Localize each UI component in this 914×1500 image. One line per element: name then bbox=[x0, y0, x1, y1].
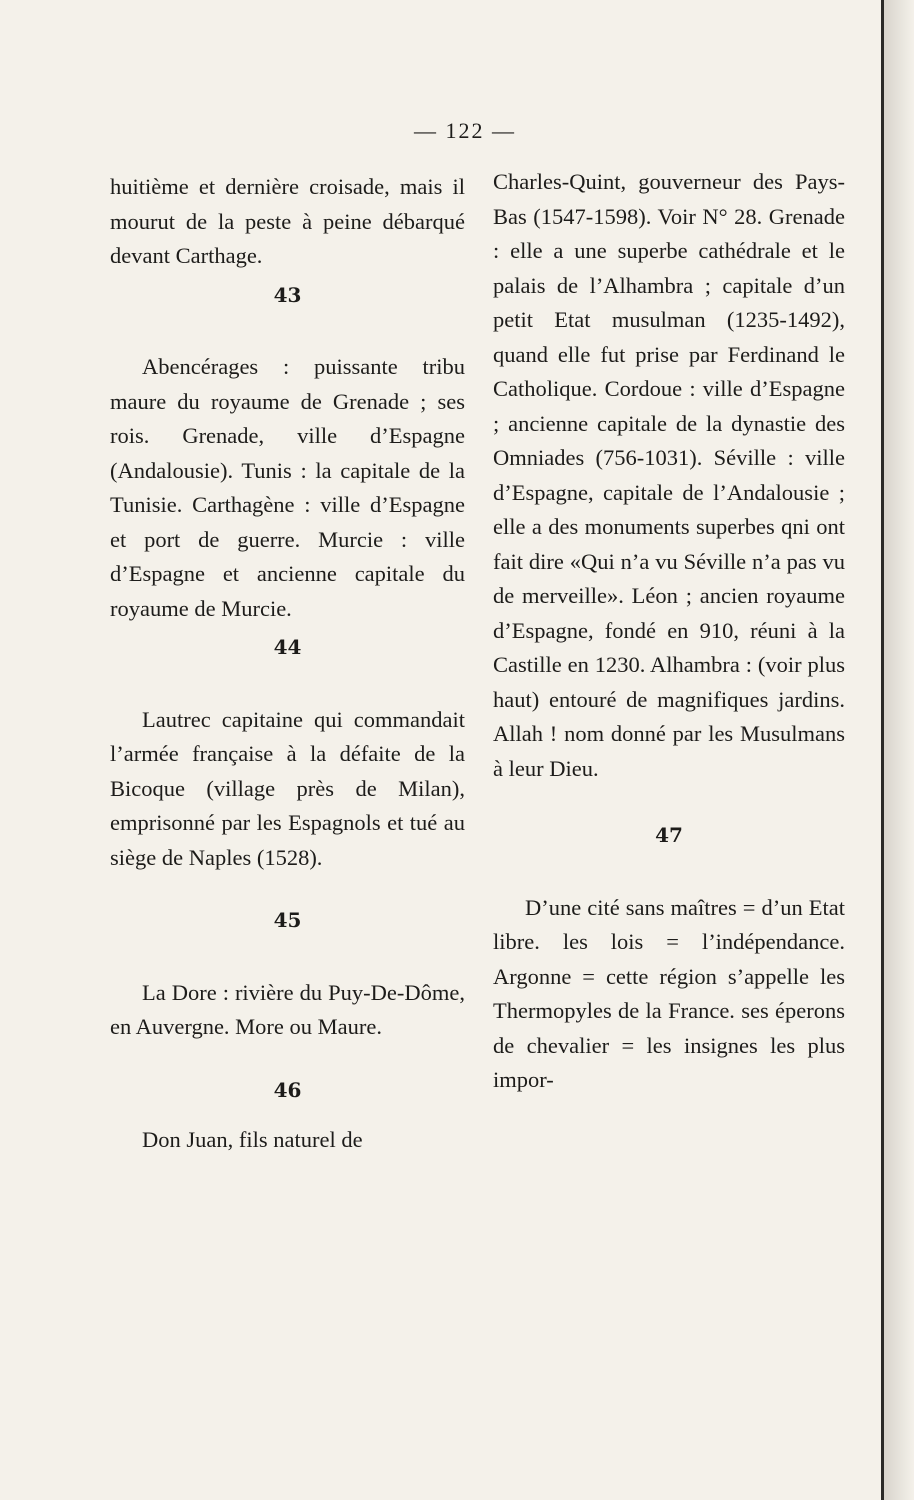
page-number: — 122 — bbox=[414, 118, 516, 143]
note-46-continued: Charles-Quint, gouverneur des Pays-Bas (1547-1598). Voir N° 28. Grenade : elle a une superbe cathédrale et le palais de l’Alhambra ; capitale d’un petit Etat musulman (1235-1492), quand elle fut prise par Ferdinand le Catholique. Cordoue : ville d’Espagne ; ancienne capitale de la dynastie des Omniades (756-1031). Séville : ville d’Espagne, capitale de l’Andalousie ; elle a des monuments superbes qni ont fait dire «Qui n’a vu Séville n’a pas vu de merveille». Léon ; ancien royaume d’Espagne, fondé en 910, réuni à la Castille en 1230. Alhambra : (voir plus haut) entouré de magnifiques jardins. Allah ! nom donné par les Musulmans à leur Dieu. bbox=[493, 169, 845, 781]
note-45-text: La Dore : rivière du Puy-De-Dôme, en Auvergne. More ou Maure. bbox=[110, 979, 465, 1039]
page-edge-shadow bbox=[884, 0, 914, 1500]
note-number-46: 46 bbox=[273, 1077, 302, 1102]
page-edge bbox=[881, 0, 884, 1500]
paragraph-continued: huitième et dernière croisade, mais il mourut de la peste à peine débarqué devant Carthage. bbox=[110, 174, 465, 268]
left-column bbox=[110, 170, 465, 1158]
note-number-47: 47 bbox=[655, 823, 683, 847]
note-number-43: 43 bbox=[273, 282, 302, 307]
note-44-text: Lautrec capitaine qui commandait l’armée française à la défaite de la Bicoque (village près de Milan), emprisonné par les Espagnols et tué au siège de Naples (1528). bbox=[110, 706, 465, 870]
note-43-text: Abencérages : puissante tribu maure du royaume de Grenade ; ses rois. Grenade, ville d’Espagne (Andalousie). Tunis : la capitale de la Tunisie. Carthagène : ville d’Espagne et port de guerre. Murcie : ville d’Espagne et ancienne capitale du royaume de Murcie. bbox=[110, 354, 465, 621]
note-number-45: 45 bbox=[273, 908, 302, 932]
note-number-44: 44 bbox=[273, 635, 302, 659]
right-column bbox=[493, 165, 845, 1098]
note-46-text: Don Juan, fils naturel de bbox=[142, 1127, 363, 1152]
note-47-text: D’une cité sans maîtres = d’un Etat libre. les lois = l’indépendance. Argonne = cette région s’appelle les Thermopyles de la France. ses éperons de chevalier = les insignes les plus impor- bbox=[493, 894, 845, 1092]
